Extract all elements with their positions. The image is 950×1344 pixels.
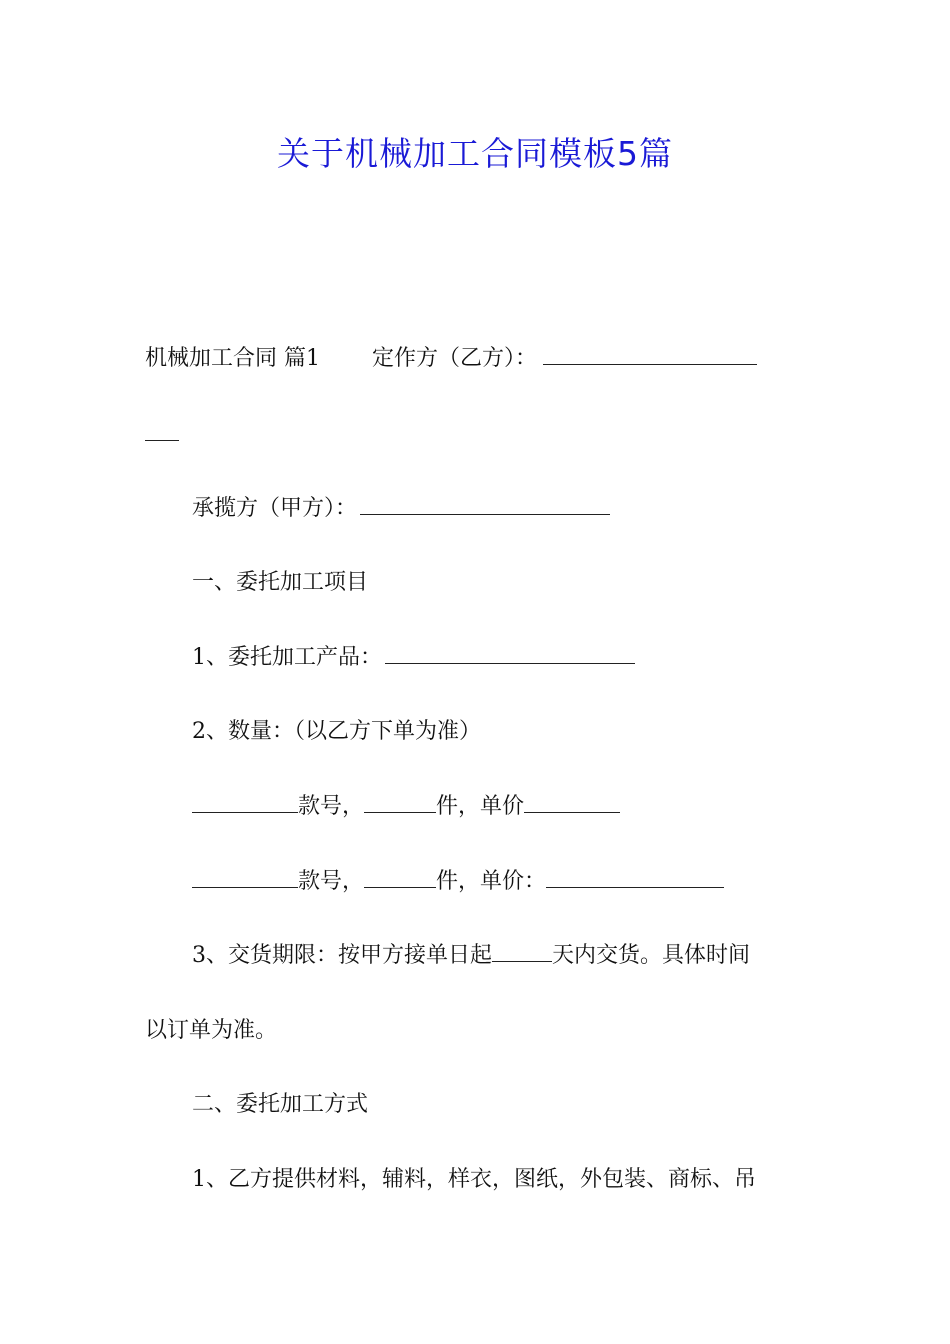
- pieces-blank-1: [364, 794, 436, 813]
- style-blank-2: [192, 869, 298, 888]
- delivery-continued: 以订单为准。: [145, 1018, 278, 1043]
- delivery-line: [192, 941, 750, 971]
- party-b-blank-continued-line: [145, 420, 179, 450]
- contract-heading: 机械加工合同 篇1: [145, 346, 320, 371]
- product-blank: [385, 645, 635, 664]
- section-2-heading: 二、委托加工方式: [192, 1092, 369, 1117]
- section-1-heading: 一、委托加工项目: [192, 570, 369, 595]
- delivery-days-blank: [492, 943, 552, 962]
- quantity-line: 2、数量：（以乙方下单为准）: [192, 719, 481, 744]
- party-b-label: 定作方（乙方）：: [372, 346, 538, 371]
- price-blank-1: [524, 794, 620, 813]
- price-blank-2: [546, 869, 724, 888]
- product-line: [192, 643, 635, 673]
- document-title: 关于机械加工合同模板5篇: [277, 134, 673, 173]
- style-blank-1: [192, 794, 298, 813]
- style-label-2: 款号，: [298, 869, 365, 894]
- pieces-blank-2: [364, 869, 436, 888]
- party-a-label: 承揽方（甲方）：: [192, 496, 358, 521]
- pieces-price-label-2: 件，单价：: [436, 869, 547, 894]
- style-label-1: 款号，: [298, 794, 365, 819]
- party-b-blank-continued: [145, 422, 179, 441]
- party-b-blank: [543, 346, 757, 365]
- product-label: 1、委托加工产品：: [192, 645, 382, 670]
- pieces-price-label-1: 件，单价: [436, 794, 525, 819]
- delivery-label-tail: 天内交货。具体时间: [552, 943, 751, 968]
- style-price-line-1: [192, 792, 620, 822]
- material-clause: 1、乙方提供材料，辅料，样衣，图纸，外包装、商标、吊: [192, 1167, 756, 1192]
- style-price-line-2: [192, 867, 724, 897]
- delivery-label: 3、交货期限：按甲方接单日起: [192, 943, 492, 968]
- party-a-blank: [360, 496, 610, 515]
- contract-heading-line: [145, 344, 757, 374]
- party-a-line: [192, 494, 610, 524]
